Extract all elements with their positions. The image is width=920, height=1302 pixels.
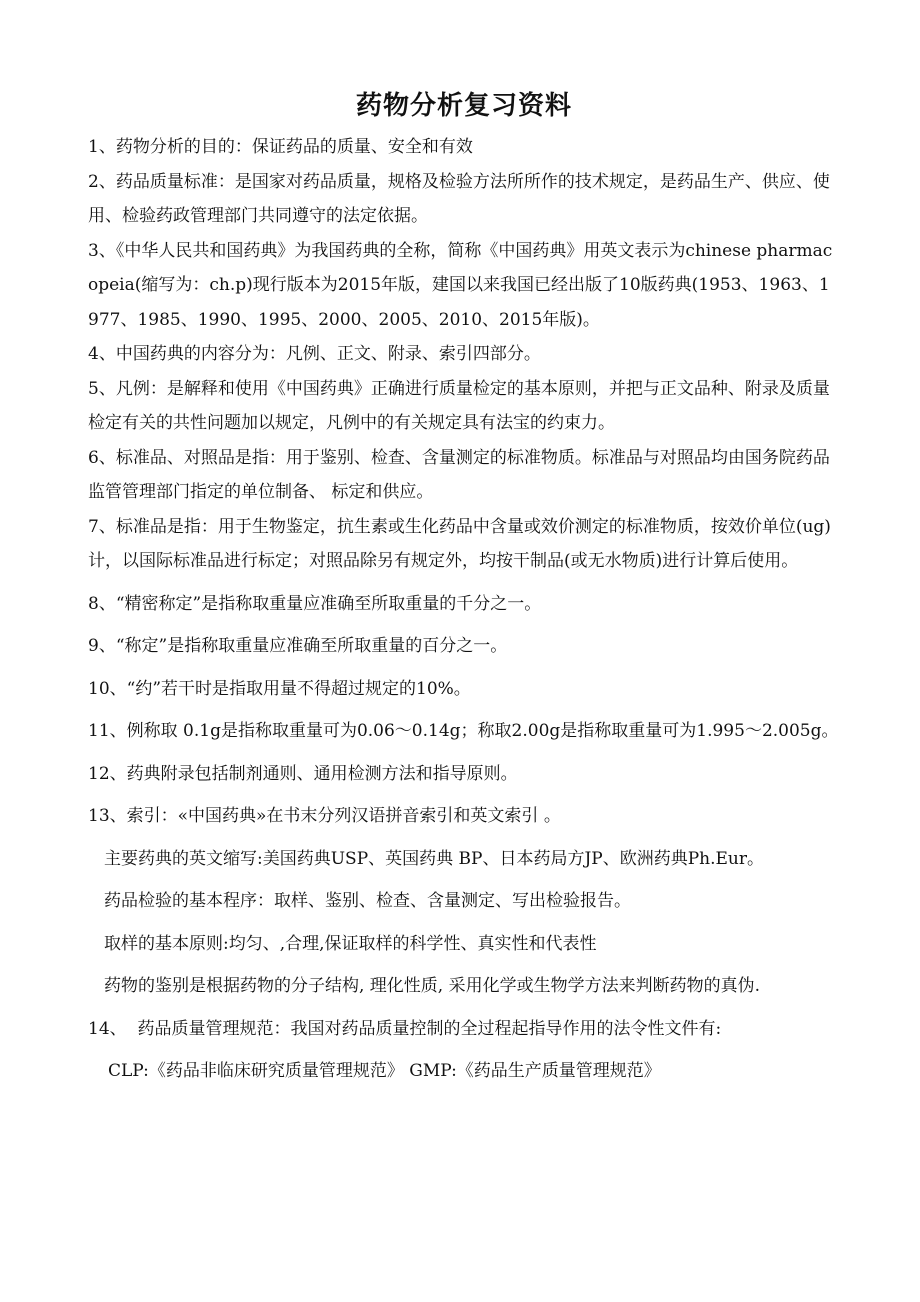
paragraph-identification: 药物的鉴别是根据药物的分子结构, 理化性质, 采用化学或生物学方法来判断药物的真伪.: [104, 976, 761, 996]
paragraph-12: 12、药典附录包括制剂通则、通用检测方法和指导原则。: [88, 763, 518, 784]
paragraph-inspection-procedure: 药品检验的基本程序：取样、鉴别、检查、含量测定、写出检验报告。: [104, 891, 631, 911]
paragraph-11: 11、例称取 0.1g是指称取重量可为0.06～0.14g；称取2.00g是指称取重量可为1.995～2.005g。: [88, 721, 839, 741]
paragraph-2: 2、药品质量标准：是国家对药品质量，规格及检验方法所所作的技术规定，是药品生产、供应、使用、检验药政管理部门共同遵守的法定依据。: [88, 171, 830, 226]
page-title: 药物分析复习资料: [355, 91, 572, 121]
paragraph-sampling-principle: 取样的基本原则:均匀、,合理,保证取样的科学性、真实性和代表性: [104, 933, 597, 954]
paragraph-9: 9、“称定”是指称取重量应准确至所取重量的百分之一。: [88, 636, 508, 656]
paragraph-3: 3、《中华人民共和国药典》为我国药典的全称，简称《中国药典》用英文表示为chinese pharmacopeia(缩写为：ch.p)现行版本为2015年版，建国以来我国已经出版了10版药典(1953、1963、1977、1985、1990、1995、2000、2005、2010、2015年版)。: [88, 240, 833, 330]
paragraph-6: 6、标准品、对照品是指：用于鉴别、检查、含量测定的标准物质。标准品与对照品均由国务院药品监管管理部门指定的单位制备、 标定和供应。: [88, 447, 830, 502]
paragraph-10: 10、“约”若干时是指取用量不得超过规定的10%。: [88, 678, 471, 699]
paragraph-abbreviations: 主要药典的英文缩写:美国药典USP、英国药典 BP、日本药局方JP、欧洲药典Ph.Eur。: [104, 848, 765, 869]
paragraph-4: 4、中国药典的内容分为：凡例、正文、附录、索引四部分。: [88, 344, 541, 364]
paragraph-5: 5、凡例：是解释和使用《中国药典》正确进行质量检定的基本原则，并把与正文品种、附录及质量检定有关的共性问题加以规定，凡例中的有关规定具有法宝的约束力。: [88, 378, 830, 433]
paragraph-7: 7、标准品是指：用于生物鉴定，抗生素或生化药品中含量或效价测定的标准物质，按效价单位(ug)计，以国际标准品进行标定；对照品除另有规定外，均按干制品(或无水物质)进行计算后使用。: [88, 516, 831, 571]
paragraph-8: 8、“精密称定”是指称取重量应准确至所取重量的千分之一。: [88, 593, 542, 614]
paragraph-regulations: CLP:《药品非临床研究质量管理规范》 GMP:《药品生产质量管理规范》: [108, 1061, 661, 1081]
paragraph-1: 1、药物分析的目的：保证药品的质量、安全和有效: [88, 137, 473, 157]
paragraph-13: 13、索引：«中国药典»在书末分列汉语拼音索引和英文索引 。: [88, 806, 561, 826]
paragraph-14: 14、 药品质量管理规范：我国对药品质量控制的全过程起指导作用的法令性文件有:: [88, 1018, 722, 1039]
